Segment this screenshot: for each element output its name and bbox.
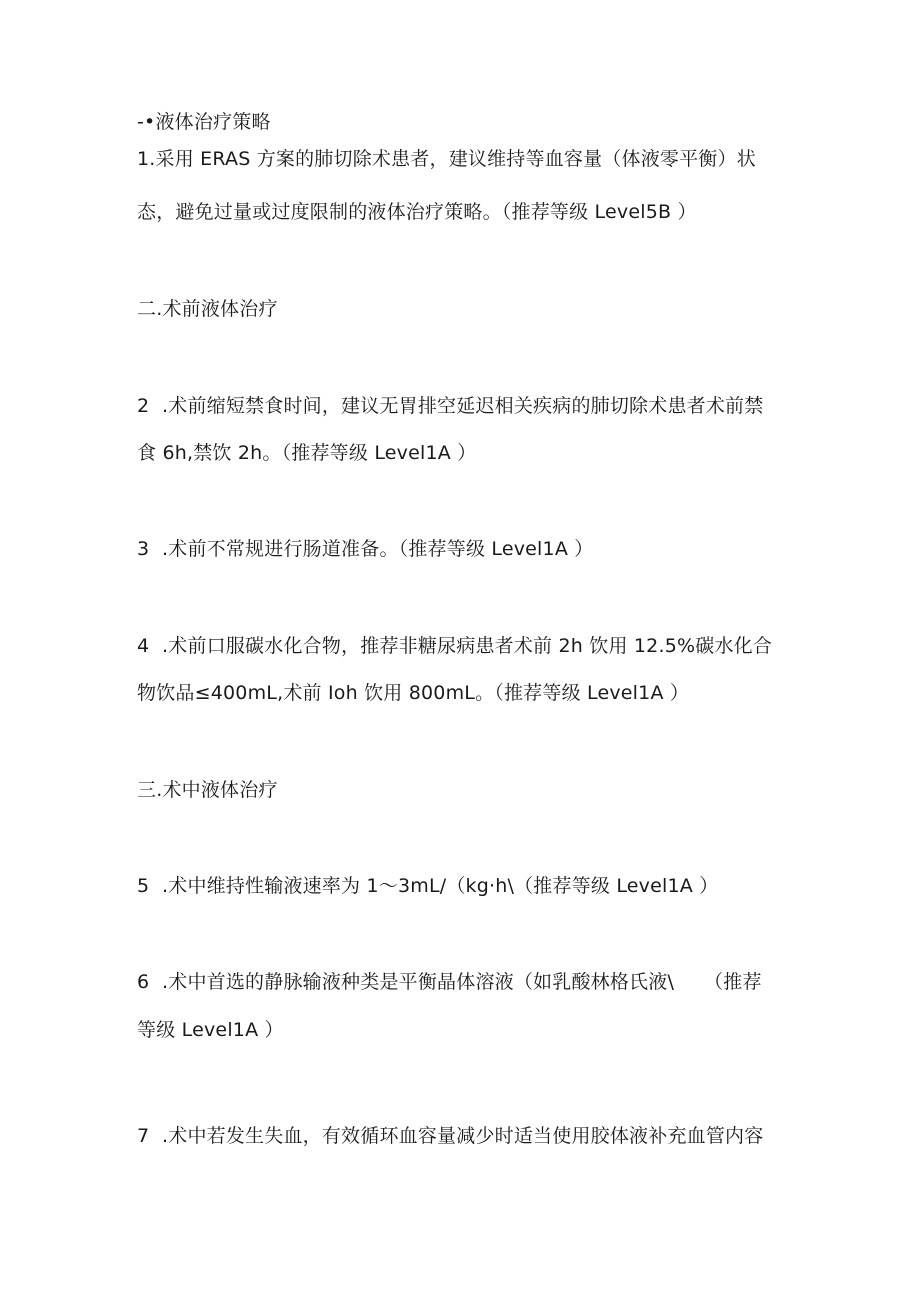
item-6-line-1 <box>137 969 762 995</box>
item-6-number: 6 <box>137 971 150 993</box>
item-5-text: .术中维持性输液速率为 1～3mL/（kg·h\（推荐等级 Level1A ） <box>162 875 719 897</box>
item-4-line-1 <box>137 633 772 659</box>
item-6-line-2: 等级 Level1A ） <box>137 1019 284 1041</box>
item-3-line-1 <box>137 536 593 562</box>
item-7-line-1 <box>137 1123 763 1149</box>
item-5-number: 5 <box>137 875 150 897</box>
section-heading-preoperative: 二.术前液体治疗 <box>137 298 278 320</box>
item-2-number: 2 <box>137 395 150 417</box>
item-6-text: .术中首选的静脉输液种类是平衡晶体溶液（如乳酸林格氏液\ <box>162 971 675 993</box>
item-4-line-2: 物饮品≤400mL,术前 Ioh 饮用 800mL。（推荐等级 Level1A ） <box>137 682 690 704</box>
section-heading-intraoperative: 三.术中液体治疗 <box>137 779 278 801</box>
section-heading-fluid-strategy: -•液体治疗策略 <box>137 111 271 133</box>
item-4-number: 4 <box>137 635 150 657</box>
item-4-text: .术前口服碳水化合物，推荐非糖尿病患者术前 2h 饮用 12.5%碳水化合 <box>162 635 773 657</box>
item-7-number: 7 <box>137 1125 150 1147</box>
item-3-text: .术前不常规进行肠道准备。（推荐等级 Level1A ） <box>162 538 594 560</box>
item-5-line-1 <box>137 873 718 899</box>
item-2-text: .术前缩短禁食时间，建议无胃排空延迟相关疾病的肺切除术患者术前禁 <box>162 395 764 417</box>
item-1-line-2: 态，避免过量或过度限制的液体治疗策略。（推荐等级 Level5B ） <box>137 201 697 223</box>
item-3-number: 3 <box>137 538 150 560</box>
item-2-line-1 <box>137 393 763 419</box>
item-1-line-1: 1.采用 ERAS 方案的肺切除术患者，建议维持等血容量（体液零平衡）状 <box>137 148 756 170</box>
item-2-line-2: 食 6h,禁饮 2h。（推荐等级 Level1A ） <box>137 442 477 464</box>
item-6-text-tail: （推荐 <box>704 971 762 993</box>
item-7-text: .术中若发生失血，有效循环血容量减少时适当使用胶体液补充血管内容 <box>162 1125 764 1147</box>
